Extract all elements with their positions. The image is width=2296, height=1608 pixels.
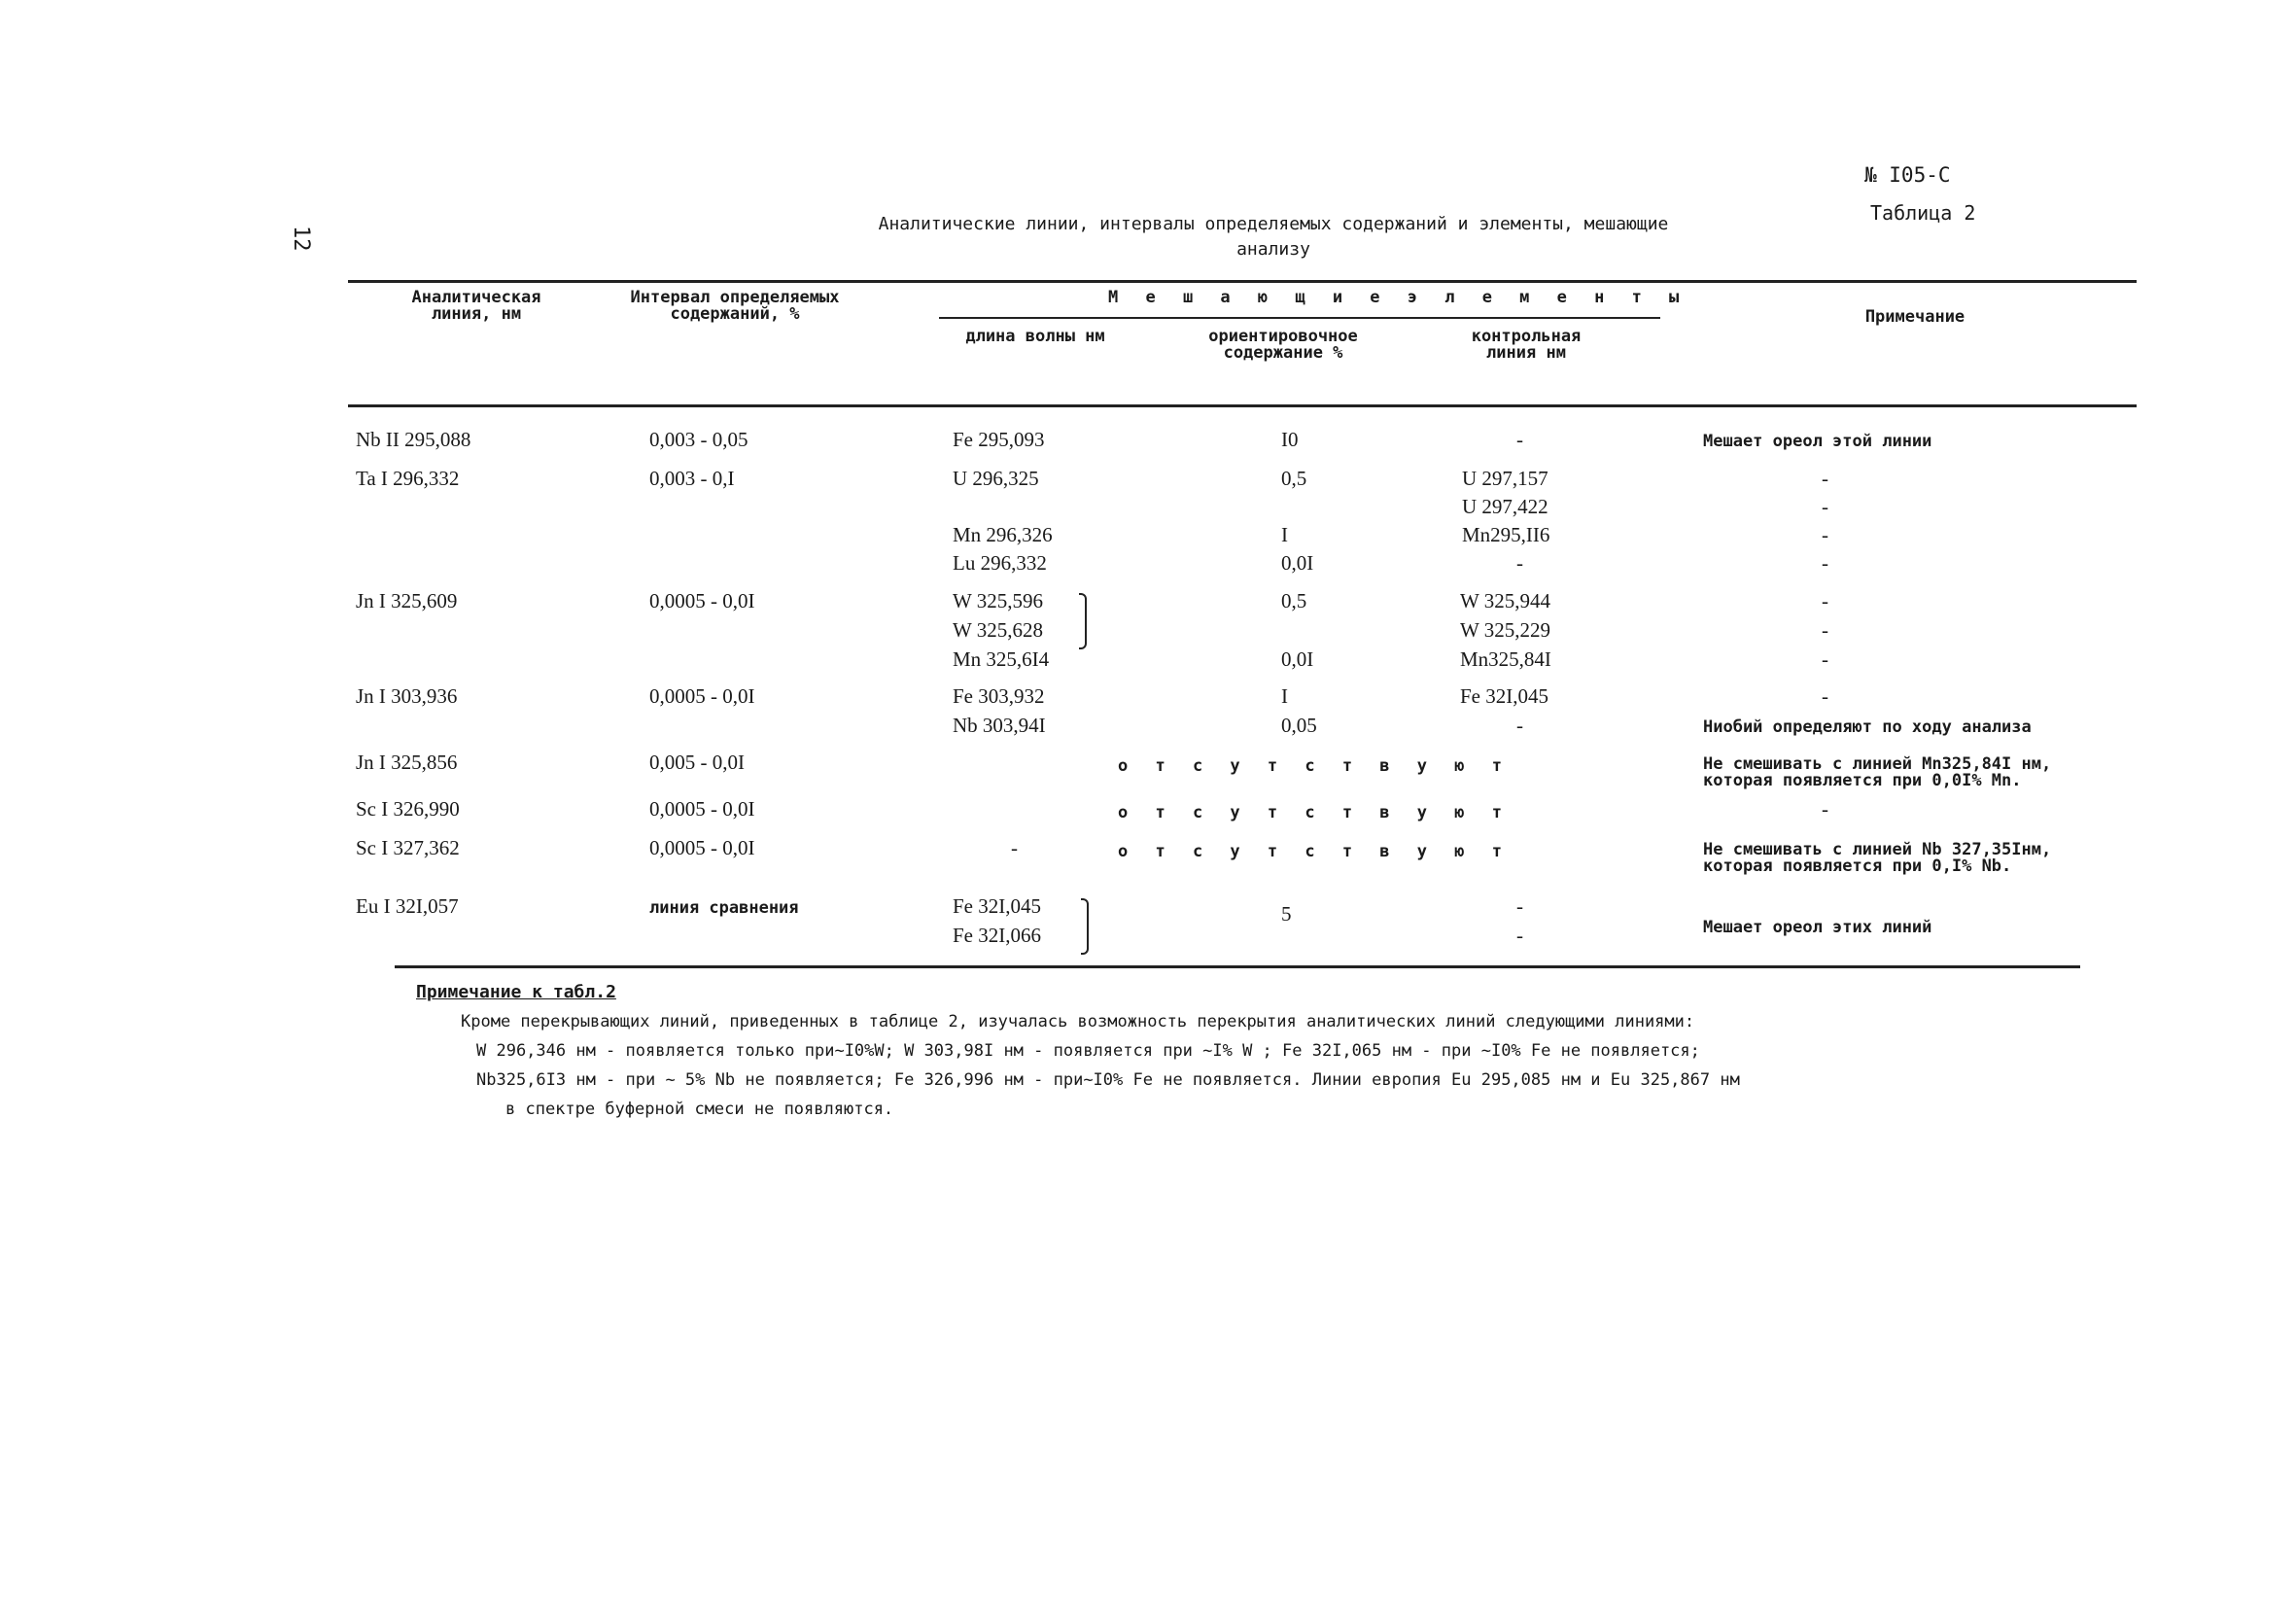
line-cell: Sc I 327,362 bbox=[356, 836, 460, 859]
note-cell: - bbox=[1822, 551, 1828, 575]
interval-cell: 0,0005 - 0,0I bbox=[649, 684, 755, 708]
line-cell: Nb II 295,088 bbox=[356, 428, 471, 451]
note-cell: Не смешивать с линией Mn325,84I нм, которая появляется при 0,0I% Mn. bbox=[1703, 754, 2052, 790]
header-interval: Интервал определяемых содержаний, % bbox=[630, 288, 840, 324]
interval-cell: 0,003 - 0,I bbox=[649, 467, 735, 490]
approx-cell: I0 bbox=[1281, 428, 1299, 451]
wavelength-cell: Mn 325,6I4 bbox=[953, 647, 1050, 671]
control-cell: - bbox=[1516, 551, 1523, 575]
control-cell: - bbox=[1516, 924, 1523, 947]
note-cell: - bbox=[1822, 495, 1828, 518]
control-cell: Mn295,II6 bbox=[1462, 523, 1550, 546]
note-cell: - bbox=[1822, 618, 1828, 642]
header-note: Примечание bbox=[1864, 307, 1966, 327]
absent-cell: о т с у т с т в у ю т bbox=[1118, 756, 1511, 776]
control-cell: Mn325,84I bbox=[1460, 647, 1551, 671]
footnote-line: W 296,346 нм - появляется только при~I0%W; W 303,98I нм - появляется при ~I% W ; Fe 32I,065 нм - при ~I0% Fe не появляется; bbox=[476, 1041, 1700, 1061]
interval-cell: 0,005 - 0,0I bbox=[649, 751, 745, 774]
line-cell: Jn I 303,936 bbox=[356, 684, 458, 708]
approx-cell: 0,0I bbox=[1281, 551, 1314, 575]
absent-cell: о т с у т с т в у ю т bbox=[1118, 803, 1511, 822]
wavelength-cell: Mn 296,326 bbox=[953, 523, 1053, 546]
note-cell: - bbox=[1822, 589, 1828, 612]
header-analytical-line: Аналитическая линия, нм bbox=[411, 288, 541, 324]
approx-cell: 0,5 bbox=[1281, 467, 1307, 490]
line-cell: Jn I 325,609 bbox=[356, 589, 458, 612]
header-bottom-rule bbox=[348, 404, 2137, 407]
approx-cell: 0,05 bbox=[1281, 714, 1317, 737]
document-number: № I05-С bbox=[1864, 163, 1951, 187]
footnote-line: Nb325,6I3 нм - при ~ 5% Nb не появляется; Fe 326,996 нм - при~I0% Fe не появляется. Линии европия Eu 295,085 нм и Eu 325,867 нм bbox=[476, 1070, 1740, 1090]
wavelength-cell: Fe 32I,045 bbox=[953, 894, 1041, 918]
line-cell: Ta I 296,332 bbox=[356, 467, 460, 490]
note-cell: - bbox=[1822, 523, 1828, 546]
note-cell: Мешает ореол этих линий bbox=[1703, 918, 1932, 937]
table-title: Аналитические линии, интервалы определяемых содержаний и элементы, мешающие анализу bbox=[878, 214, 1669, 260]
note-cell: - bbox=[1822, 684, 1828, 708]
footnote-line: Кроме перекрывающих линий, приведенных в таблице 2, изучалась возможность перекрытия аналитических линий следующими линиями: bbox=[461, 1012, 1695, 1031]
line-cell: Eu I 32I,057 bbox=[356, 894, 459, 918]
wavelength-cell: - bbox=[1011, 836, 1018, 859]
wavelength-cell: Fe 303,932 bbox=[953, 684, 1045, 708]
note-cell: Не смешивать с линией Nb 327,35Iнм, которая появляется при 0,I% Nb. bbox=[1703, 840, 2052, 876]
approx-cell: I bbox=[1281, 523, 1288, 546]
interval-cell: 0,0005 - 0,0I bbox=[649, 797, 755, 821]
header-approx-content: ориентировочное содержание % bbox=[1208, 327, 1358, 363]
line-cell: Jn I 325,856 bbox=[356, 751, 458, 774]
control-cell: W 325,944 bbox=[1460, 589, 1550, 612]
control-cell: U 297,157 bbox=[1462, 467, 1548, 490]
wavelength-cell: Lu 296,332 bbox=[953, 551, 1047, 575]
note-cell: - bbox=[1822, 647, 1828, 671]
interval-cell: линия сравнения bbox=[649, 898, 799, 918]
wavelength-cell: W 325,596 bbox=[953, 589, 1043, 612]
table-bottom-rule bbox=[395, 965, 2080, 968]
header-interfering-elements: М е ш а ю щ и е э л е м е н т ы bbox=[1108, 288, 1688, 307]
table-label: Таблица 2 bbox=[1870, 201, 1976, 225]
line-cell: Sc I 326,990 bbox=[356, 797, 460, 821]
control-cell: - bbox=[1516, 714, 1523, 737]
note-cell: Мешает ореол этой линии bbox=[1703, 432, 1932, 451]
interval-cell: 0,003 - 0,05 bbox=[649, 428, 748, 451]
wavelength-cell: W 325,628 bbox=[953, 618, 1043, 642]
page-number: 12 bbox=[289, 226, 313, 252]
absent-cell: о т с у т с т в у ю т bbox=[1118, 842, 1511, 861]
wavelength-cell: Nb 303,94I bbox=[953, 714, 1046, 737]
note-cell: - bbox=[1822, 467, 1828, 490]
header-control-line: контрольная линия нм bbox=[1471, 327, 1582, 363]
grouping-brace bbox=[1081, 898, 1089, 955]
approx-cell: 5 bbox=[1281, 902, 1292, 926]
interval-cell: 0,0005 - 0,0I bbox=[649, 836, 755, 859]
footnote-line: в спектре буферной смеси не появляются. bbox=[505, 1100, 894, 1119]
header-wavelength: длина волны нм bbox=[965, 327, 1105, 346]
approx-cell: 0,5 bbox=[1281, 589, 1307, 612]
grouping-brace bbox=[1079, 593, 1087, 649]
control-cell: - bbox=[1516, 894, 1523, 918]
control-cell: W 325,229 bbox=[1460, 618, 1550, 642]
approx-cell: I bbox=[1281, 684, 1288, 708]
footnote-title: Примечание к табл.2 bbox=[416, 982, 616, 1002]
subheader-rule bbox=[939, 317, 1660, 319]
note-cell: - bbox=[1822, 797, 1828, 821]
control-cell: Fe 32I,045 bbox=[1460, 684, 1548, 708]
wavelength-cell: U 296,325 bbox=[953, 467, 1039, 490]
table-top-rule bbox=[348, 280, 2137, 283]
approx-cell: 0,0I bbox=[1281, 647, 1314, 671]
control-cell: U 297,422 bbox=[1462, 495, 1548, 518]
wavelength-cell: Fe 295,093 bbox=[953, 428, 1045, 451]
note-cell: Ниобий определяют по ходу анализа bbox=[1703, 717, 2032, 737]
wavelength-cell: Fe 32I,066 bbox=[953, 924, 1041, 947]
control-cell: - bbox=[1516, 428, 1523, 451]
interval-cell: 0,0005 - 0,0I bbox=[649, 589, 755, 612]
